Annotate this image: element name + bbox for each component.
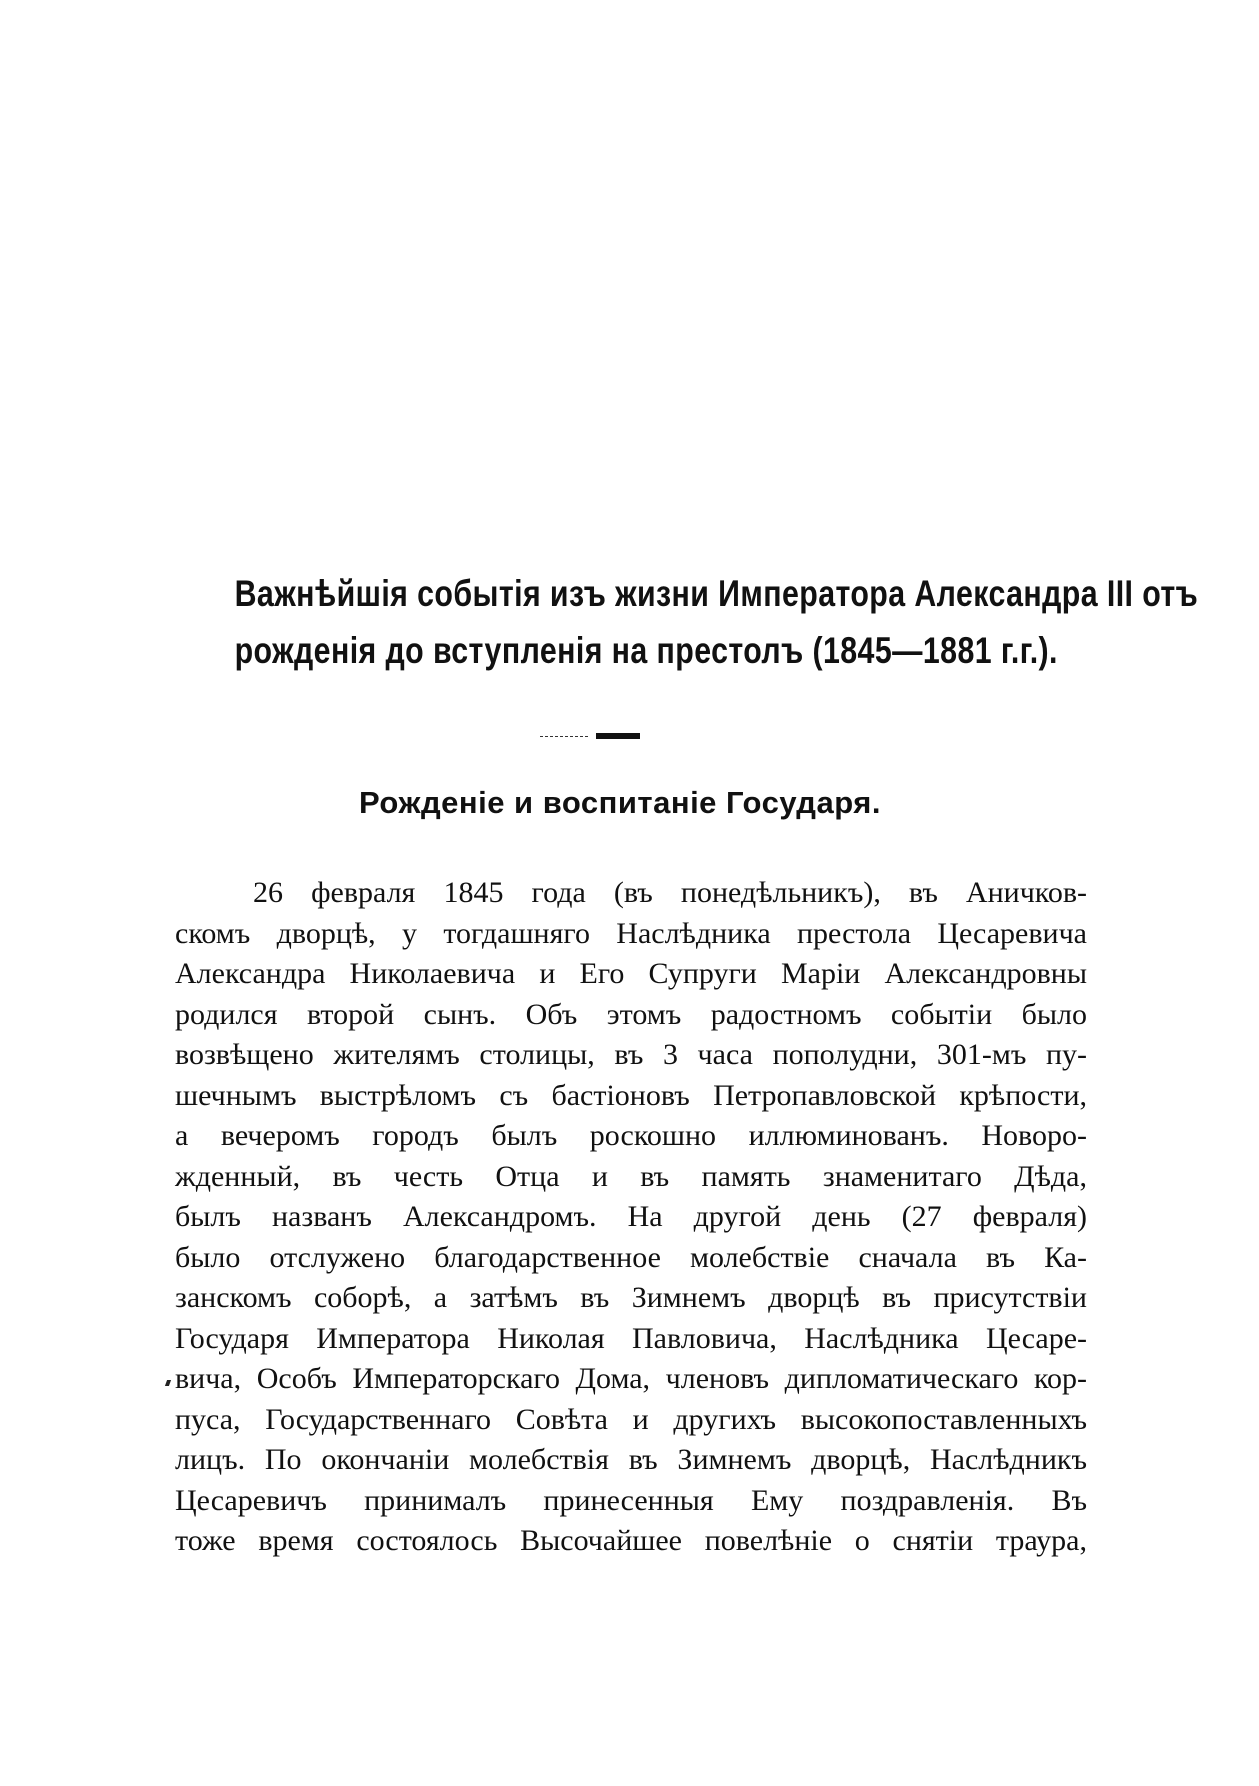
paragraph-line: скомъ дворцѣ, у тогдашняго Наслѣдника престола Цесаревича bbox=[175, 916, 1087, 950]
paragraph-line: шечнымъ выстрѣломъ съ бастіоновъ Петропавловской крѣпости, bbox=[175, 1078, 1087, 1112]
paragraph-line: было отслужено благодарственное молебствіе сначала въ Ка- bbox=[175, 1240, 1087, 1274]
chapter-title-line-1: Важнѣйшія событія изъ жизни Императора Александра III отъ bbox=[234, 573, 1199, 614]
ornamental-divider bbox=[540, 733, 640, 741]
paragraph-line: а вечеромъ городъ былъ роскошно иллюминованъ. Новоро- bbox=[175, 1119, 1087, 1152]
paragraph-line: Цесаревичъ принималъ принесенныя Ему поздравленія. Въ bbox=[175, 1483, 1087, 1517]
paragraph-line: 26 февраля 1845 года (въ понедѣльникъ), въ Аничков- bbox=[253, 876, 1087, 909]
paragraph-line: былъ названъ Александромъ. На другой день (27 февраля) bbox=[175, 1200, 1087, 1233]
paragraph-line: Александра Николаевича и Его Супруги Маріи Александровны bbox=[175, 957, 1087, 990]
margin-mark bbox=[165, 1380, 171, 1386]
paragraph-line: Государя Императора Николая Павловича, Наслѣдника Цесаре- bbox=[175, 1321, 1087, 1355]
divider-thin-rule bbox=[540, 736, 588, 738]
paragraph-line: вича, Особъ Императорскаго Дома, членовъ дипломатическаго кор- bbox=[175, 1362, 1087, 1395]
paragraph-line: родился второй сынъ. Объ этомъ радостномъ событіи было bbox=[175, 997, 1087, 1031]
body-paragraph bbox=[175, 873, 1087, 1562]
paragraph-line: лицъ. По окончаніи молебствія въ Зимнемъ дворцѣ, Наслѣдникъ bbox=[175, 1443, 1087, 1476]
paragraph-line: пуса, Государственнаго Совѣта и другихъ высокопоставленныхъ bbox=[175, 1402, 1087, 1436]
paragraph-line: жденный, въ честь Отца и въ память знаменитаго Дѣда, bbox=[175, 1159, 1087, 1193]
chapter-title-line-2: рожденія до вступленія на престолъ (1845—1881 г.г.). bbox=[234, 630, 1058, 671]
paragraph-line: занскомъ соборѣ, а затѣмъ въ Зимнемъ дворцѣ въ присутствіи bbox=[175, 1281, 1087, 1314]
section-heading: Рожденіе и воспитаніе Государя. bbox=[359, 785, 881, 820]
chapter-title bbox=[234, 565, 1199, 679]
paragraph-line: тоже время состоялось Высочайшее повелѣніе о снятіи траура, bbox=[175, 1524, 1087, 1557]
divider-thick-rule bbox=[596, 733, 640, 739]
paragraph-line: возвѣщено жителямъ столицы, въ 3 часа пополудни, 301-мъ пу- bbox=[175, 1038, 1087, 1071]
